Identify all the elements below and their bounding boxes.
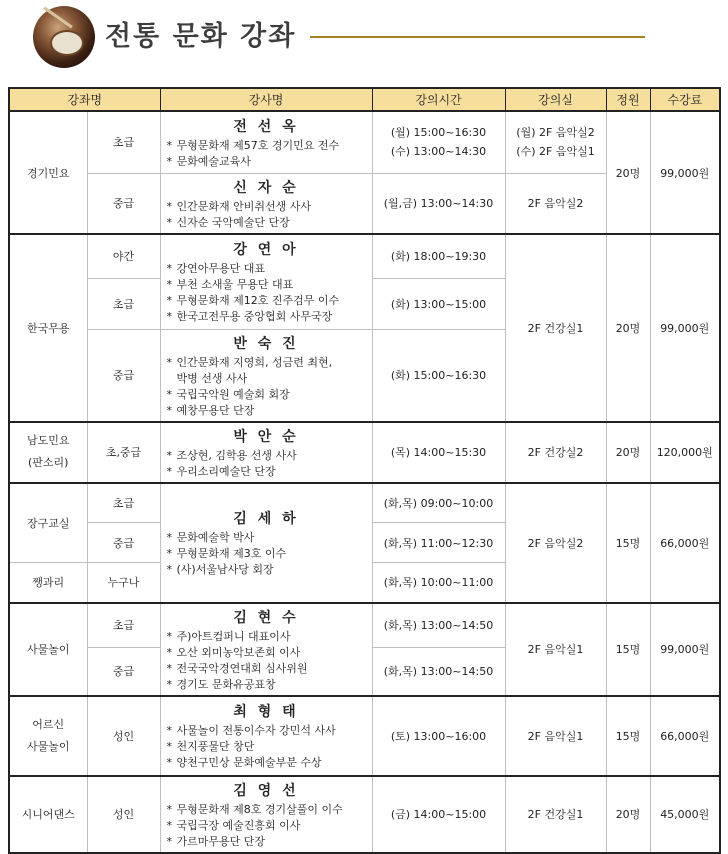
table-row bbox=[9, 234, 720, 278]
title-underline bbox=[310, 36, 645, 38]
teacher-name: 최 형 태 bbox=[233, 704, 299, 720]
course-table bbox=[8, 87, 721, 854]
level: 초급 bbox=[87, 111, 160, 173]
header-course: 강좌명 bbox=[9, 88, 160, 111]
class-time: (금) 14:00~15:00 bbox=[372, 776, 505, 853]
teacher-name: 박 안 순 bbox=[233, 428, 299, 445]
teacher-cell bbox=[160, 483, 372, 603]
teacher-career: * 오산 외미농악보존회 이사 bbox=[165, 645, 368, 661]
teacher-career: * 무형문화재 제3호 이수 bbox=[165, 546, 368, 562]
classroom: 2F 건강실1 bbox=[505, 776, 606, 853]
teacher-career: * 국립국악원 예술회 회장 bbox=[165, 387, 368, 403]
capacity: 20명 bbox=[606, 422, 650, 483]
teacher-career: * 국립극장 예술진흥회 이사 bbox=[165, 818, 368, 834]
teacher-career: * (사)서울남사당 회장 bbox=[165, 562, 368, 578]
teacher-cell bbox=[160, 173, 372, 234]
teacher-cell bbox=[160, 776, 372, 853]
level: 중급 bbox=[87, 329, 160, 422]
classroom: (수) 2F 음악실1 bbox=[516, 145, 595, 159]
class-time: (토) 13:00~16:00 bbox=[372, 696, 505, 776]
classroom: 2F 음악실2 bbox=[505, 483, 606, 603]
course-name: 사물놀이 bbox=[9, 603, 87, 696]
teacher-cell bbox=[160, 111, 372, 173]
table-row bbox=[9, 111, 720, 173]
level: 누구나 bbox=[87, 563, 160, 603]
page-title: 전통 문화 강좌 bbox=[105, 21, 297, 52]
capacity: 20명 bbox=[606, 776, 650, 853]
level: 초급 bbox=[87, 278, 160, 329]
teacher-career: * 예창무용단 단장 bbox=[165, 403, 368, 419]
teacher-career: * 문화예술교육사 bbox=[165, 154, 368, 170]
course-name: 어르신 사물놀이 bbox=[9, 696, 87, 776]
teacher-career: * 인간문화재 안비취선생 사사 bbox=[165, 199, 368, 215]
level: 야간 bbox=[87, 234, 160, 278]
class-time: (월,금) 13:00~14:30 bbox=[372, 173, 505, 234]
course-name: 한국무용 bbox=[9, 234, 87, 422]
teacher-name: 강 연 아 bbox=[233, 242, 299, 259]
class-time: (화,목) 13:00~14:50 bbox=[372, 603, 505, 648]
teacher-career: * 부천 소새울 무용단 대표 bbox=[165, 277, 368, 293]
teacher-career: * 무형문화재 제57호 경기민요 전수 bbox=[165, 138, 368, 154]
classroom: (월) 2F 음악실2 bbox=[516, 126, 595, 140]
teacher-cell bbox=[160, 329, 372, 422]
class-time: (화) 18:00~19:30 bbox=[372, 234, 505, 278]
class-time: (목) 14:00~15:30 bbox=[372, 422, 505, 483]
time-cell bbox=[372, 111, 505, 173]
course-name: 시니어댄스 bbox=[9, 776, 87, 853]
fee: 66,000원 bbox=[650, 483, 720, 603]
class-time: (화,목) 11:00~12:30 bbox=[372, 523, 505, 563]
capacity: 20명 bbox=[606, 111, 650, 234]
class-time: (화) 15:00~16:30 bbox=[372, 329, 505, 422]
teacher-name: 김 세 하 bbox=[233, 511, 299, 527]
room-cell bbox=[505, 111, 606, 173]
header-capacity: 정원 bbox=[606, 88, 650, 111]
table-row bbox=[9, 776, 720, 853]
level: 초급 bbox=[87, 603, 160, 648]
classroom: 2F 건강실2 bbox=[505, 422, 606, 483]
level: 초,중급 bbox=[87, 422, 160, 483]
drum-logo-icon bbox=[33, 6, 95, 68]
table-row bbox=[9, 483, 720, 523]
teacher-name: 신 자 순 bbox=[233, 179, 299, 196]
fee: 99,000원 bbox=[650, 603, 720, 696]
teacher-career: * 사물놀이 전통이수자 강민석 사사 bbox=[165, 723, 368, 739]
teacher-name: 전 선 옥 bbox=[233, 118, 299, 135]
header-time: 강의시간 bbox=[372, 88, 505, 111]
table-row bbox=[9, 603, 720, 648]
class-time: (화,목) 10:00~11:00 bbox=[372, 563, 505, 603]
teacher-career: * 신자순 국악예술단 단장 bbox=[165, 215, 368, 231]
teacher-career: * 문화예술학 박사 bbox=[165, 530, 368, 546]
teacher-career: * 무형문화재 제8호 경기살풀이 이수 bbox=[165, 802, 368, 818]
course-name: 쨍과리 bbox=[9, 563, 87, 603]
teacher-career: * 양천구민상 문화예술부분 수상 bbox=[165, 755, 368, 771]
fee: 66,000원 bbox=[650, 696, 720, 776]
classroom: 2F 음악실2 bbox=[505, 173, 606, 234]
level: 성인 bbox=[87, 696, 160, 776]
table-row bbox=[9, 696, 720, 776]
level: 중급 bbox=[87, 647, 160, 695]
table-header-row bbox=[9, 88, 720, 111]
class-time: (화) 13:00~15:00 bbox=[372, 278, 505, 329]
course-name: 경기민요 bbox=[9, 111, 87, 234]
header-fee: 수강료 bbox=[650, 88, 720, 111]
table-row bbox=[9, 422, 720, 483]
capacity: 15명 bbox=[606, 696, 650, 776]
page-header bbox=[0, 0, 728, 80]
capacity: 15명 bbox=[606, 603, 650, 696]
teacher-name: 반 숙 진 bbox=[233, 335, 299, 352]
teacher-career: * 주)아트컴퍼니 대표이사 bbox=[165, 629, 368, 645]
class-time: (월) 15:00~16:30 bbox=[390, 126, 487, 140]
teacher-career: * 천지풍물단 창단 bbox=[165, 739, 368, 755]
teacher-cell bbox=[160, 603, 372, 696]
teacher-career: * 조상현, 김학용 선생 사사 bbox=[165, 448, 368, 464]
course-name: 남도민요 (판소리) bbox=[9, 422, 87, 483]
capacity: 20명 bbox=[606, 234, 650, 422]
level: 성인 bbox=[87, 776, 160, 853]
teacher-name: 김 영 선 bbox=[233, 782, 299, 799]
teacher-career: * 경기도 문화유공표창 bbox=[165, 677, 368, 693]
fee: 99,000원 bbox=[650, 234, 720, 422]
classroom: 2F 음악실1 bbox=[505, 696, 606, 776]
classroom: 2F 건강실1 bbox=[505, 234, 606, 422]
teacher-cell bbox=[160, 696, 372, 776]
class-time: (화,목) 13:00~14:50 bbox=[372, 647, 505, 695]
header-room: 강의실 bbox=[505, 88, 606, 111]
teacher-name: 김 현 수 bbox=[233, 609, 299, 626]
teacher-career: * 한국고전무용 중앙협회 사무국장 bbox=[165, 309, 368, 325]
classroom: 2F 음악실1 bbox=[505, 603, 606, 696]
teacher-career: * 인간문화재 지영희, 성금련 최현, bbox=[165, 355, 368, 371]
teacher-career: * 전국국악경연대회 심사위원 bbox=[165, 661, 368, 677]
course-name: 장구교실 bbox=[9, 483, 87, 563]
teacher-cell bbox=[160, 234, 372, 329]
capacity: 15명 bbox=[606, 483, 650, 603]
class-time: (화,목) 09:00~10:00 bbox=[372, 483, 505, 523]
class-time: (수) 13:00~14:30 bbox=[390, 145, 487, 159]
fee: 99,000원 bbox=[650, 111, 720, 234]
teacher-career: * 강연아무용단 대표 bbox=[165, 261, 368, 277]
fee: 45,000원 bbox=[650, 776, 720, 853]
teacher-cell bbox=[160, 422, 372, 483]
teacher-career-cont: 박병 선생 사사 bbox=[176, 371, 248, 385]
level: 초급 bbox=[87, 483, 160, 523]
level: 중급 bbox=[87, 173, 160, 234]
fee: 120,000원 bbox=[650, 422, 720, 483]
header-teacher: 강사명 bbox=[160, 88, 372, 111]
teacher-career: * 무형문화재 제12호 진주검무 이수 bbox=[165, 293, 368, 309]
teacher-career: * 우리소리예술단 단장 bbox=[165, 464, 368, 480]
teacher-career: * 가르마무용단 단장 bbox=[165, 834, 368, 850]
level: 중급 bbox=[87, 523, 160, 563]
